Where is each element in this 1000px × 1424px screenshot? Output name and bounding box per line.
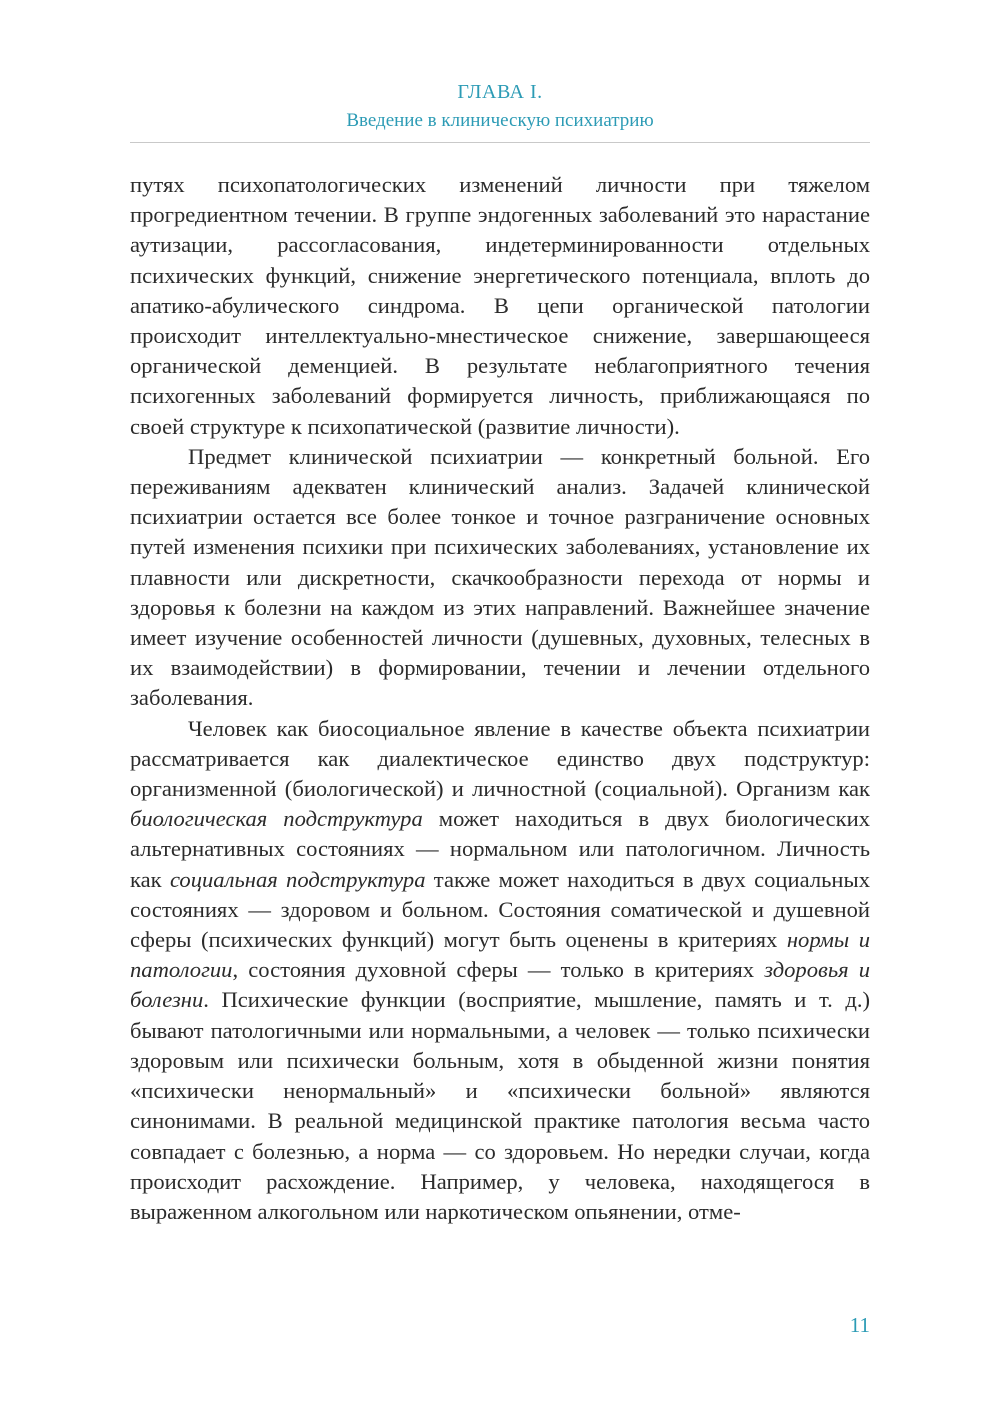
chapter-title: Введение в клиническую психиатрию [346, 110, 654, 131]
paragraph [130, 442, 870, 714]
italic-term: здоровья и болезни [130, 957, 871, 1013]
text-run: . Психические функции (восприятие, мышление, память и т. д.) бывают патологичными или нормальными, а человек — только психически здоровым или психически больным, хотя в обыденной жизни понятия «психически ненормальный» и «психически больной» являются синонимами. В реальной медицинской практике патология весьма часто совпадает с болезнью, а норма — со здоровьем. Но нередки случаи, когда происходит расхождение. Например, у человека, находящегося в выраженном алкогольном или наркотическом опьянении, отме- [130, 987, 870, 1224]
text-run: Предмет клинической психиатрии — конкретный больной. Его переживаниям адекватен клинический анализ. Задачей клинической психиатрии остается все более тонкое и точное разграничение основных путей изменения психики при психических заболеваниях, установление их плавности или дискретности, скачкообразности перехода от нормы и здоровья к болезни на каждом из этих направлений. Важнейшее значение имеет изучение особенностей личности (душевных, духовных, телесных в их взаимодействии) в формировании, течении и лечении отдельного заболевания. [130, 443, 870, 711]
italic-term: биологическая подструктура [130, 806, 423, 832]
header-divider [130, 142, 870, 143]
text-run: , состояния духовной сферы — только в критериях [232, 957, 765, 983]
paragraph [130, 714, 870, 1227]
chapter-label: ГЛАВА I. [457, 81, 543, 103]
italic-term: нормы и патологии [130, 927, 870, 983]
text-run: Человек как биосоциальное явление в качестве объекта психиатрии рассматривается как диалектическое единство двух подструктур: организменной (биологической) и личностной (социальной). Организм как [130, 715, 870, 802]
paragraph [130, 170, 870, 442]
running-header [130, 78, 870, 136]
page-number: 11 [849, 1313, 870, 1337]
body-text [130, 170, 870, 1227]
text-run: путях психопатологических изменений личности при тяжелом прогредиентном течении. В группе эндогенных заболеваний это нарастание аутизации, рассогласования, индетерминированности отдельных психических функций, снижение энергетического потенциала, вплоть до апатико-абулического синдрома. В цепи органической патологии происходит интеллектуально-мнестическое снижение, завершающееся органической деменцией. В результате неблагоприятного течения психогенных заболеваний формируется личность, приближающаяся по своей структуре к психопатической (развитие личности). [130, 172, 870, 439]
text-run: также может находиться в двух социальных состояниях — здоровом и больном. Состояния соматической и душевной сферы (психических функций) могут быть оценены в критериях [130, 866, 870, 953]
italic-term: социальная подструктура [169, 866, 426, 892]
text-run: может находиться в двух биологических альтернативных состояниях — нормальном или патологичном. Личность как [130, 806, 871, 892]
